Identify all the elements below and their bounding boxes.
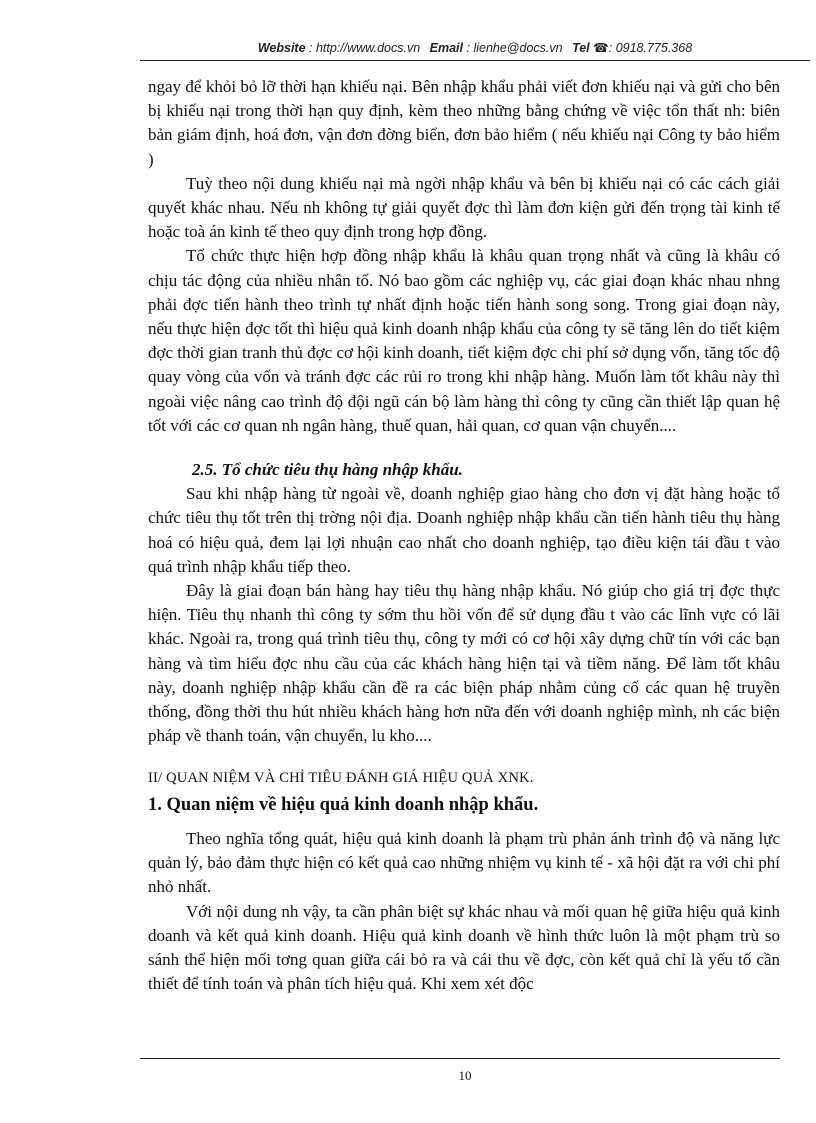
website-label: Website [257, 41, 306, 55]
page-header: Website : http://www.docs.vn Email : lienhe@docs.vn Tel ☎: 0918.775.368 [257, 41, 693, 55]
telephone-icon: ☎ [593, 41, 609, 55]
footer-divider [140, 1058, 780, 1059]
document-body [148, 75, 780, 996]
section-heading-2-5: 2.5. Tổ chức tiêu thụ hàng nhập khẩu. [192, 460, 463, 480]
paragraph: Theo nghĩa tổng quát, hiệu quả kinh doanh là phạm trù phản ánh trình độ và năng lực quản lý, bảo đảm thực hiện có kết quả cao những nhiệm vụ kinh tế - xã hội đặt ra với chi phí nhỏ nhất. [148, 828, 780, 897]
paragraph: Tổ chức thực hiện hợp đồng nhập khẩu là khâu quan trọng nhất và cũng là khâu có chịu tác động của nhiều nhân tố. Nó bao gồm các nghiệp vụ, các giai đoạn khác nhau nhng phải đợc tiến hành theo trình tự nhất định hoặc tiến hành song song. Trong giai đoạn này, nếu thực hiện đợc tốt thì hiệu quả kinh doanh nhập khẩu của công ty sẽ tăng lên do tiết kiệm đợc thời gian tranh thủ đợc cơ hội kinh doanh, tiết kiệm đợc chi phí sở dụng vốn, tăng tốc độ quay vòng của vốn và tránh đợc các rủi ro trong khi nhập hàng. Muốn làm tốt khâu này thì ngoài việc nâng cao trình độ đội ngũ cán bộ làm hàng thì công ty cũng cần thiết lập quan hệ tốt với các cơ quan nh ngân hàng, thuế quan, hải quan, cơ quan vận chuyển.... [148, 246, 780, 435]
section-heading-ii: II/ QUAN NIỆM VÀ CHỈ TIÊU ĐÁNH GIÁ HIỆU QUẢ XNK. [148, 770, 534, 787]
website-value[interactable]: http://www.docs.vn [315, 41, 421, 55]
tel-value: 0918.775.368 [615, 41, 693, 55]
header-divider [140, 60, 810, 61]
paragraph: Tuỳ theo nội dung khiếu nại mà ngời nhập khẩu và bên bị khiếu nại có các cách giải quyết khác nhau. Nếu nh không tự giải quyết đợc thì làm đơn kiện gửi đến trọng tài kinh tế hoặc toà án kinh tế theo quy định trong hợp đồng. [148, 173, 780, 242]
email-value[interactable]: lienhe@docs.vn [473, 41, 563, 55]
paragraph: Sau khi nhập hàng từ ngoài về, doanh nghiệp giao hàng cho đơn vị đặt hàng hoặc tổ chức tiêu thụ tốt trên thị trờng nội địa. Doanh nghiệp nhập khẩu cần tiến hành tiêu thụ hàng hoá có hiệu quả, đem lại lợi nhuận cao nhất cho doanh nghiệp, tạo điều kiện tái đầu t vào quá trình nhập khẩu tiếp theo. [148, 484, 780, 576]
section-heading-1: 1. Quan niệm về hiệu quả kinh doanh nhập khẩu. [148, 794, 539, 815]
page-number: 10 [458, 1068, 472, 1083]
paragraph: ngay để khỏi bỏ lỡ thời hạn khiếu nại. Bên nhập khẩu phải viết đơn khiếu nại và gửi cho bên bị khiếu nại trong thời hạn quy định, kèm theo những bằng chứng về việc tổn thất nh: biên bản giám định, hoá đơn, vận đơn đờng biển, đơn bảo hiểm ( nếu khiếu nại Công ty bảo hiểm ) [148, 77, 780, 169]
email-label: Email [429, 41, 464, 55]
paragraph: Đây là giai đoạn bán hàng hay tiêu thụ hàng nhập khẩu. Nó giúp cho giá trị đợc thực hiện. Tiêu thụ nhanh thì công ty sớm thu hồi vốn để sử dụng đầu t vào các lĩnh vực có lãi khác. Ngoài ra, trong quá trình tiêu thụ, công ty mới có cơ hội xây dựng chữ tín với các bạn hàng và tìm hiểu đợc nhu cầu của các khách hàng hiện tại và tiềm năng. Để làm tốt khâu này, doanh nghiệp nhập khẩu cần đề ra các biện pháp nhằm củng cố các quan hệ truyền thống, đồng thời thu hút nhiều khách hàng hơn nữa đến với doanh nghiệp mình, nh các biện pháp về thanh toán, vận chuyển, lu kho.... [148, 581, 780, 746]
tel-label: Tel [572, 41, 590, 55]
paragraph: Với nội dung nh vậy, ta cần phân biệt sự khác nhau và mối quan hệ giữa hiệu quả kinh doanh và kết quả kinh doanh. Hiệu quả kinh doanh về hình thức luôn là một phạm trù so sánh thể hiện mối tơng quan giữa cái bỏ ra và cái thu về đợc, còn kết quả chỉ là yếu tố cần thiết để tính toán và phân tích hiệu quả. Khi xem xét độc [148, 901, 780, 994]
